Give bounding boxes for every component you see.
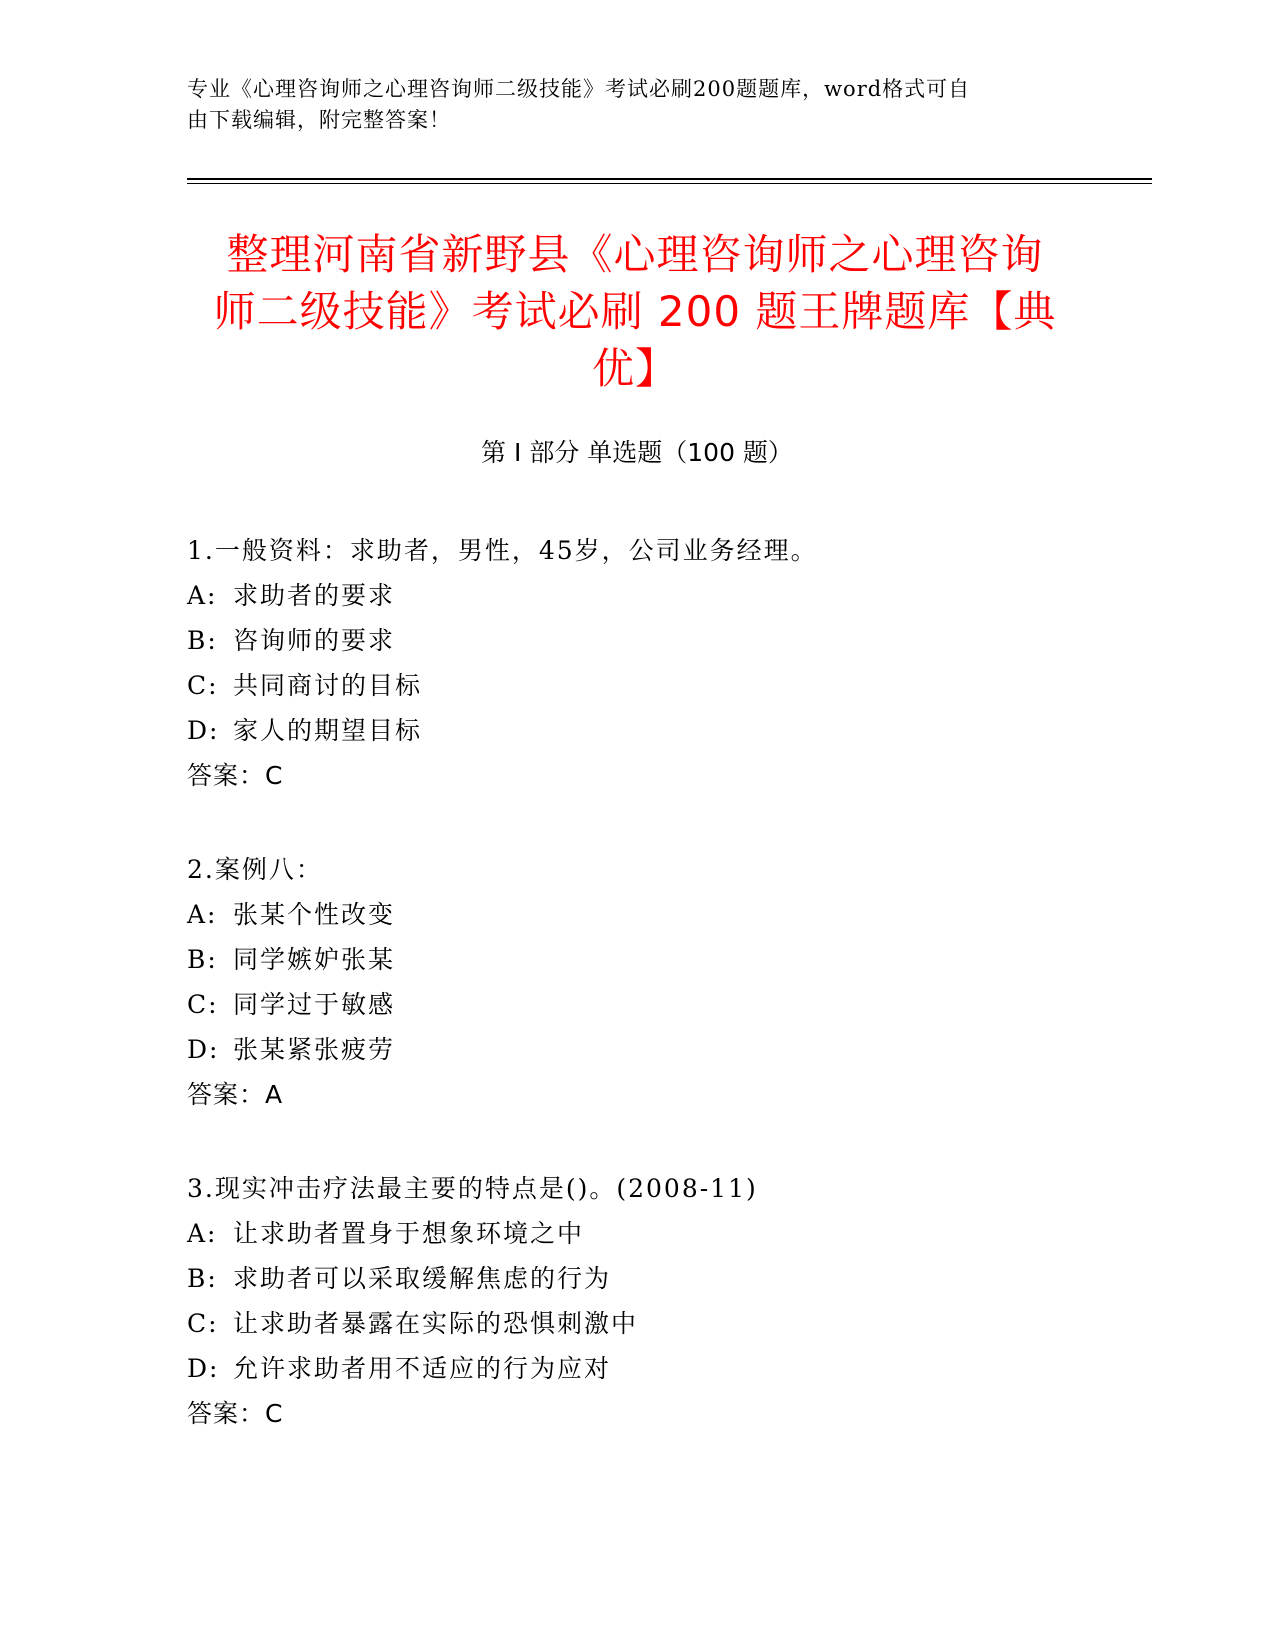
question-3 xyxy=(187,1166,1087,1436)
option-text: 求助者可以采取缓解焦虑的行为 xyxy=(233,1264,612,1293)
option-d xyxy=(187,1027,1087,1072)
option-a xyxy=(187,573,1087,618)
option-a xyxy=(187,892,1087,937)
option-text: 求助者的要求 xyxy=(233,581,396,610)
option-b xyxy=(187,1256,1087,1301)
header-note-line-2: 由下载编辑，附完整答案！ xyxy=(187,108,451,132)
option-a xyxy=(187,1211,1087,1256)
option-c xyxy=(187,663,1087,708)
option-letter: D: xyxy=(187,716,220,745)
option-c xyxy=(187,982,1087,1027)
option-text: 让求助者置身于想象环境之中 xyxy=(233,1219,585,1248)
option-text: 张某紧张疲劳 xyxy=(233,1035,396,1064)
option-text: 张某个性改变 xyxy=(233,900,396,929)
question-stem: 3.现实冲击疗法最主要的特点是()。(2008-11) xyxy=(187,1174,758,1203)
option-text: 家人的期望目标 xyxy=(233,716,423,745)
option-text: 同学嫉妒张某 xyxy=(233,945,396,974)
answer-line: 答案：C xyxy=(187,761,284,790)
question-stem: 2.案例八： xyxy=(187,855,323,884)
option-letter: B: xyxy=(187,945,218,974)
option-letter: D: xyxy=(187,1354,220,1383)
header-note-line-1: 专业《心理咨询师之心理咨询师二级技能》考试必刷200题题库，word格式可自 xyxy=(187,77,971,101)
option-letter: D: xyxy=(187,1035,220,1064)
question-stem: 1.一般资料：求助者，男性，45岁，公司业务经理。 xyxy=(187,536,818,565)
option-text: 咨询师的要求 xyxy=(233,626,396,655)
question-2 xyxy=(187,847,1087,1117)
option-text: 让求助者暴露在实际的恐惧刺激中 xyxy=(233,1309,639,1338)
option-letter: A: xyxy=(187,900,218,929)
option-d xyxy=(187,708,1087,753)
option-letter: B: xyxy=(187,626,218,655)
answer-line: 答案：C xyxy=(187,1399,284,1428)
option-letter: C: xyxy=(187,990,219,1019)
document-title xyxy=(190,226,1080,397)
header-note xyxy=(187,74,1087,136)
title-line-2: 师二级技能》考试必刷 200 题王牌题库【典 xyxy=(213,287,1057,336)
section-heading: 第 I 部分 单选题（100 题） xyxy=(481,438,793,467)
option-letter: A: xyxy=(187,1219,218,1248)
option-c xyxy=(187,1301,1087,1346)
title-line-3: 优】 xyxy=(591,344,678,393)
option-text: 允许求助者用不适应的行为应对 xyxy=(233,1354,612,1383)
option-letter: C: xyxy=(187,1309,219,1338)
option-letter: C: xyxy=(187,671,219,700)
option-b xyxy=(187,618,1087,663)
option-letter: A: xyxy=(187,581,218,610)
title-line-1: 整理河南省新野县《心理咨询师之心理咨询 xyxy=(226,230,1044,279)
header-rule-thin xyxy=(187,183,1152,184)
answer-line: 答案：A xyxy=(187,1080,284,1109)
question-1 xyxy=(187,528,1087,798)
option-text: 同学过于敏感 xyxy=(233,990,396,1019)
header-rule-thick xyxy=(187,178,1152,180)
option-letter: B: xyxy=(187,1264,218,1293)
option-text: 共同商讨的目标 xyxy=(233,671,423,700)
option-d xyxy=(187,1346,1087,1391)
option-b xyxy=(187,937,1087,982)
